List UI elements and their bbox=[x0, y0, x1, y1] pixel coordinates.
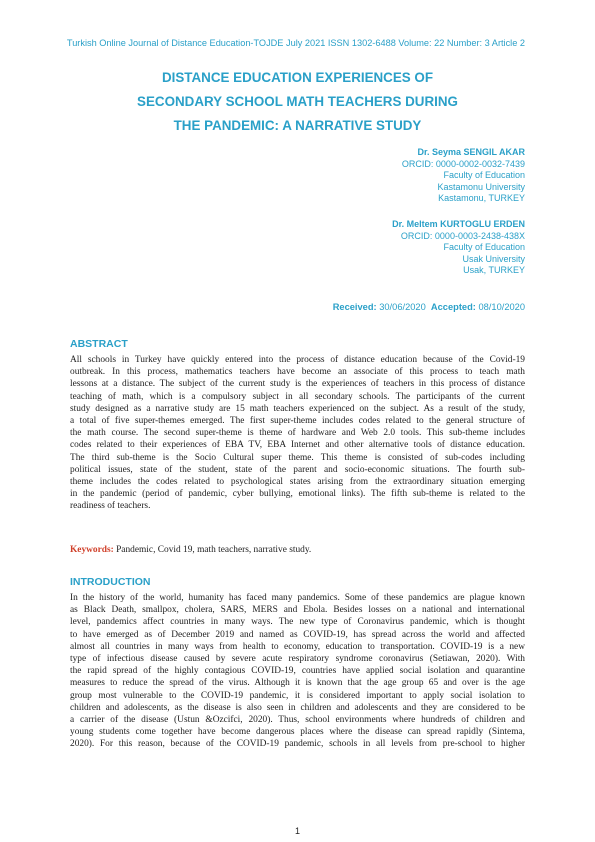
introduction-line: as Black Death, smallpox, cholera, SARS, MERS and Ebola. Besides losses on a national and international bbox=[70, 605, 525, 616]
author-university: Usak University bbox=[462, 253, 525, 264]
introduction-line: level, pandemics affect countries in many ways. The new type of Coronavirus pandemic, which is thought bbox=[70, 617, 525, 628]
author-orcid: ORCID: 0000-0002-0032-7439 bbox=[401, 158, 525, 169]
introduction-line: young students come together have become dangerous places where the disease can spread rapidly (Sintema, bbox=[70, 727, 525, 738]
abstract-line: codes related to their experiences of EBA TV, EBA Internet and other alternative tools of distance education. bbox=[70, 440, 525, 451]
introduction-line: to have emerged as of December 2019 and named as COVID-19, has spread across the world and affected bbox=[70, 629, 525, 640]
abstract-line: study designed as a narrative study are 15 math teachers experienced on the subject. As a result of the study, bbox=[70, 403, 525, 414]
introduction-line: type of infectious disease caused by severe acute respiratory syndrome coronavirus (Setiawan, 2020). With bbox=[70, 654, 525, 665]
abstract-line: outbreak. In this process, mathematics teachers have become an associate of this process to teach math bbox=[70, 367, 525, 378]
accepted-label: Accepted: bbox=[430, 302, 476, 312]
abstract-line: readiness of teachers. bbox=[70, 501, 151, 512]
abstract-line: a total of five super-themes emerged. The first super-theme includes codes related to the general structure of bbox=[70, 416, 525, 427]
title-line: THE PANDEMIC: A NARRATIVE STUDY bbox=[173, 118, 422, 133]
introduction-line: children and adolescents, as the disease is also seen in children and adolescents and they are considered to be bbox=[70, 702, 525, 713]
author-faculty: Faculty of Education bbox=[443, 242, 525, 253]
title-line: DISTANCE EDUCATION EXPERIENCES OF bbox=[161, 70, 434, 85]
author-name: Dr. Meltem KURTOGLU ERDEN bbox=[392, 218, 525, 229]
abstract-line: theme includes the codes related to psychological states arising from the extraordinary situation emerging bbox=[70, 477, 525, 488]
introduction-body bbox=[70, 592, 525, 751]
abstract-heading: ABSTRACT bbox=[70, 338, 128, 350]
accepted-date: 08/10/2020 bbox=[478, 302, 525, 312]
abstract-line: political issues, state of the student, state of the parent and socio-economic situations. The fourth sub- bbox=[70, 464, 525, 475]
author-location: Usak, TURKEY bbox=[463, 265, 525, 276]
submission-dates bbox=[333, 302, 525, 312]
introduction-line: 2020). For this reason, because of the COVID-19 pandemic, schools in all levels from pre-school to higher bbox=[70, 739, 525, 750]
author-faculty: Faculty of Education bbox=[443, 170, 525, 181]
abstract-line: in the pandemic (period of pandemic, cyber bullying, emotional links). The fifth sub-theme is related to the bbox=[70, 489, 525, 500]
abstract-body bbox=[70, 354, 525, 513]
abstract-line: teaching of math, which is a compulsory subject in all secondary schools. The participants of the current bbox=[70, 391, 525, 402]
received-date: 30/06/2020 bbox=[379, 302, 426, 312]
author-university: Kastamonu University bbox=[437, 181, 525, 192]
introduction-line: measures to reduce the spread of the virus. Although it is known that the age group 65 and over is the age bbox=[70, 678, 525, 689]
introduction-line: group most vulnerable to the COVID-19 pandemic, it is considered important to apply social isolation to bbox=[70, 690, 525, 701]
running-header: Turkish Online Journal of Distance Education-TOJDE July 2021 ISSN 1302-6488 Volume: 22 Number: 3 Article 2 bbox=[66, 38, 525, 48]
introduction-line: almost all countries in many ways from health to economy, education to transportation. COVID-19 is a new bbox=[70, 641, 525, 652]
title-line: SECONDARY SCHOOL MATH TEACHERS DURING bbox=[137, 94, 458, 109]
abstract-line: All schools in Turkey have quickly entered into the process of distance education because of the Covid-19 bbox=[70, 355, 525, 365]
keywords-label: Keywords: bbox=[70, 545, 114, 555]
page-number: 1 bbox=[294, 826, 300, 836]
keywords-line bbox=[70, 545, 311, 555]
abstract-line: lessons at a distance. The subject of the current study is the experiences of teachers in this process of distance bbox=[70, 379, 525, 390]
article-title bbox=[70, 66, 525, 138]
abstract-line: the math course. The second super-theme is theme of hardware and Web 2.0 tools. This sub-theme includes bbox=[70, 428, 525, 439]
author-orcid: ORCID: 0000-0003-2438-438X bbox=[400, 230, 525, 241]
introduction-heading: INTRODUCTION bbox=[70, 576, 151, 588]
abstract-line: The third sub-theme is the Socio Cultural super theme. This theme is consisted of sub-codes including bbox=[70, 452, 525, 463]
author-location: Kastamonu, TURKEY bbox=[438, 193, 525, 204]
keywords-text: Pandemic, Covid 19, math teachers, narrative study. bbox=[113, 545, 312, 555]
author-name: Dr. Seyma SENGIL AKAR bbox=[417, 147, 525, 157]
received-label: Received: bbox=[332, 302, 377, 312]
introduction-line: In the history of the world, humanity has faced many pandemics. Some of these pandemics are plague known bbox=[70, 593, 525, 603]
introduction-line: the rapid spread of the highly contagious COVID-19, countries have applied social isolation and quarantine bbox=[70, 666, 525, 677]
introduction-line: a carrier of the disease (Ustun &Ozcifci, 2020). Thus, school environments where hundreds of children and bbox=[70, 715, 525, 726]
author-block bbox=[225, 147, 525, 277]
